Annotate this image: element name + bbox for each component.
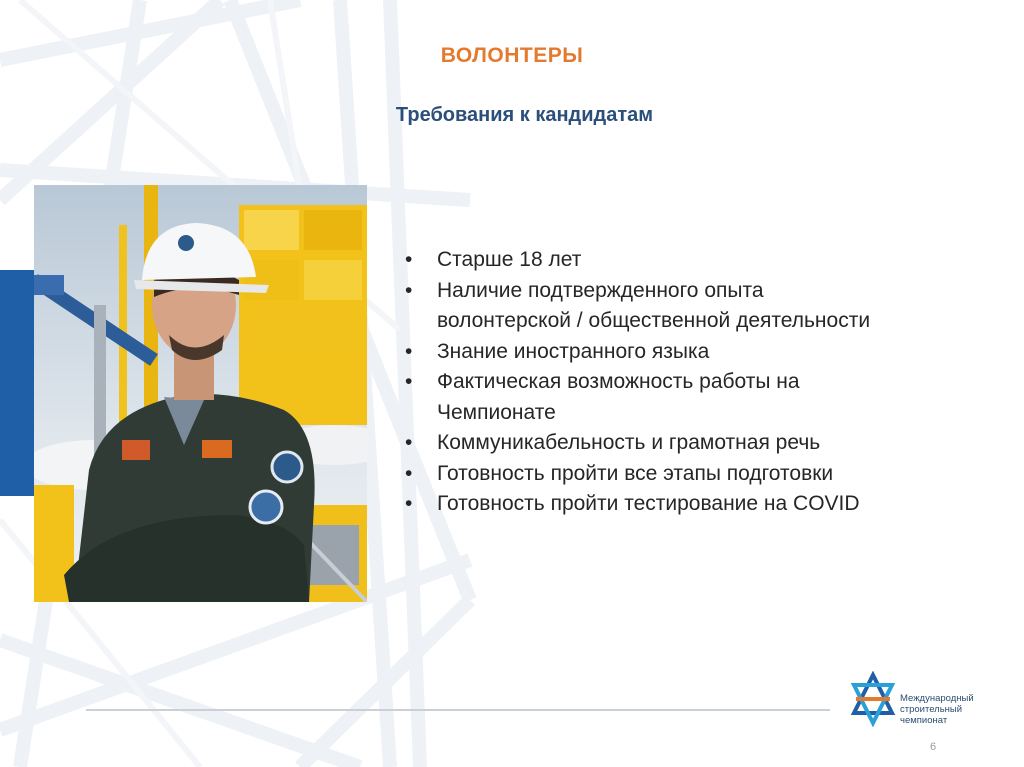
requirement-text: Коммуникабельность и грамотная речь <box>437 431 821 454</box>
requirement-text: Наличие подтвержденного опыта <box>437 278 764 302</box>
list-item <box>405 245 1005 276</box>
page-number: 6 <box>930 741 937 753</box>
requirement-text: Готовность пройти все этапы подготовки <box>437 461 834 485</box>
logo-line: чемпионат <box>900 715 948 726</box>
star-knot-logo-icon <box>848 671 898 727</box>
list-item <box>405 428 1005 459</box>
list-item <box>405 459 1005 490</box>
bullet-icon: • <box>405 248 413 271</box>
logo-line: строительный <box>900 704 963 715</box>
requirement-text: Знание иностранного языка <box>437 339 710 363</box>
list-item <box>405 367 1005 428</box>
bullet-icon: • <box>405 278 413 302</box>
accent-bar <box>0 270 34 496</box>
slide-subtitle: Требования к кандидатам <box>395 104 654 126</box>
list-item <box>405 276 1005 337</box>
bullet-icon: • <box>405 431 413 454</box>
logo-text <box>900 693 974 726</box>
bullet-icon: • <box>405 461 413 485</box>
requirement-text: Старше 18 лет <box>437 248 582 271</box>
requirement-text: волонтерской / общественной деятельности <box>437 309 871 332</box>
list-item <box>405 489 1005 520</box>
slide-title: ВОЛОНТЕРЫ <box>440 44 584 67</box>
requirement-text: Готовность пройти тестирование на COVID <box>437 492 860 515</box>
list-item <box>405 337 1005 368</box>
requirement-text: Чемпионате <box>437 400 556 424</box>
requirements-list <box>405 245 1005 520</box>
bullet-icon: • <box>405 339 413 363</box>
championship-logo <box>848 671 988 729</box>
bullet-icon: • <box>405 492 413 515</box>
logo-line: Международный <box>900 693 974 704</box>
footer-divider <box>86 709 830 711</box>
requirement-text: Фактическая возможность работы на <box>437 370 800 393</box>
volunteer-photo <box>34 185 367 602</box>
bullet-icon: • <box>405 370 413 393</box>
